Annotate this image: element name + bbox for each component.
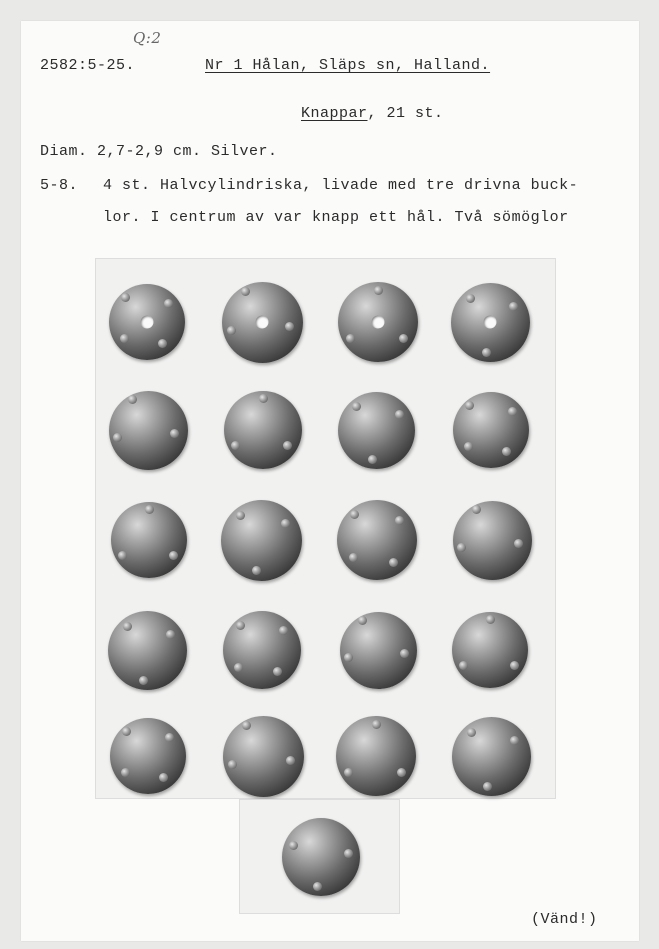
silver-button (223, 716, 304, 797)
button-boss (510, 736, 519, 745)
button-boss (374, 286, 383, 295)
button-boss (242, 721, 251, 730)
button-boss (483, 782, 492, 791)
silver-button (221, 500, 302, 581)
button-boss (279, 626, 288, 635)
button-boss (344, 849, 353, 858)
silver-button (452, 612, 528, 688)
button-boss (368, 455, 377, 464)
button-boss (120, 334, 129, 343)
button-boss (459, 661, 468, 670)
button-boss (158, 339, 167, 348)
button-hole (372, 316, 385, 329)
button-boss (166, 630, 175, 639)
button-boss (122, 727, 131, 736)
silver-button (109, 391, 188, 470)
turn-over-note: (Vänd!) (531, 911, 598, 928)
button-boss (139, 676, 148, 685)
button-boss (486, 615, 495, 624)
silver-button (338, 392, 415, 469)
silver-button (336, 716, 416, 796)
silver-button (223, 611, 301, 689)
button-boss (273, 667, 282, 676)
silver-button (108, 611, 187, 690)
silver-button (110, 718, 186, 794)
silver-button (222, 282, 303, 363)
button-boss (286, 756, 295, 765)
button-boss (395, 410, 404, 419)
button-boss (344, 768, 353, 777)
button-boss (123, 622, 132, 631)
button-boss (508, 407, 517, 416)
button-boss (457, 543, 466, 552)
button-boss (128, 395, 137, 404)
button-boss (482, 348, 491, 357)
diameter-line: Diam. 2,7-2,9 cm. Silver. (40, 143, 278, 160)
single-button-photograph (239, 799, 400, 914)
button-boss (346, 334, 355, 343)
silver-button (452, 717, 531, 796)
button-hole (484, 316, 497, 329)
button-boss (241, 287, 250, 296)
handwritten-mark: Q:2 (133, 29, 162, 47)
silver-button (338, 282, 418, 362)
description-line-2: lor. I centrum av var knapp ett hål. Två sömöglor (103, 209, 569, 226)
button-boss (289, 841, 298, 850)
silver-button (111, 502, 187, 578)
button-boss (395, 516, 404, 525)
silver-button (453, 392, 529, 468)
button-boss (252, 566, 261, 575)
button-boss (344, 653, 353, 662)
button-boss (466, 294, 475, 303)
button-boss (236, 621, 245, 630)
silver-button (109, 284, 185, 360)
description-line-1: 4 st. Halvcylindriska, livade med tre drivna buck- (103, 177, 579, 194)
button-boss (399, 334, 408, 343)
button-boss (372, 720, 381, 729)
button-boss (227, 326, 236, 335)
button-boss (118, 551, 127, 560)
button-boss (514, 539, 523, 548)
silver-button (337, 500, 417, 580)
subheading-label: Knappar (301, 105, 368, 122)
button-hole (141, 316, 154, 329)
button-boss (464, 442, 473, 451)
button-boss (113, 433, 122, 442)
silver-button (451, 283, 530, 362)
button-boss (145, 505, 154, 514)
button-boss (285, 322, 294, 331)
button-boss (121, 768, 130, 777)
silver-button (340, 612, 417, 689)
button-boss (397, 768, 406, 777)
subheading-count: , 21 st. (367, 105, 444, 122)
button-boss (400, 649, 409, 658)
button-boss (228, 760, 237, 769)
button-boss (352, 402, 361, 411)
catalog-number: 2582:5-25. (40, 57, 136, 74)
button-boss (159, 773, 168, 782)
button-boss (283, 441, 292, 450)
button-boss (509, 302, 518, 311)
button-boss (502, 447, 511, 456)
button-boss (465, 401, 474, 410)
button-boss (165, 733, 174, 742)
button-boss (231, 441, 240, 450)
button-boss (472, 505, 481, 514)
button-boss (121, 293, 130, 302)
item-number: 5-8. (40, 177, 79, 194)
button-boss (259, 394, 268, 403)
button-boss (236, 511, 245, 520)
button-boss (281, 519, 290, 528)
buttons-photograph (95, 258, 556, 799)
button-boss (164, 299, 173, 308)
button-boss (510, 661, 519, 670)
button-boss (467, 728, 476, 737)
button-hole (256, 316, 269, 329)
button-boss (169, 551, 178, 560)
silver-button (282, 818, 360, 896)
subheading (301, 105, 444, 122)
button-boss (170, 429, 179, 438)
button-boss (313, 882, 322, 891)
button-boss (349, 553, 358, 562)
catalog-card (21, 21, 639, 941)
button-boss (234, 663, 243, 672)
button-boss (389, 558, 398, 567)
silver-button (224, 391, 302, 469)
button-boss (350, 510, 359, 519)
silver-button (453, 501, 532, 580)
button-boss (358, 616, 367, 625)
heading-location: Nr 1 Hålan, Släps sn, Halland. (205, 57, 491, 74)
